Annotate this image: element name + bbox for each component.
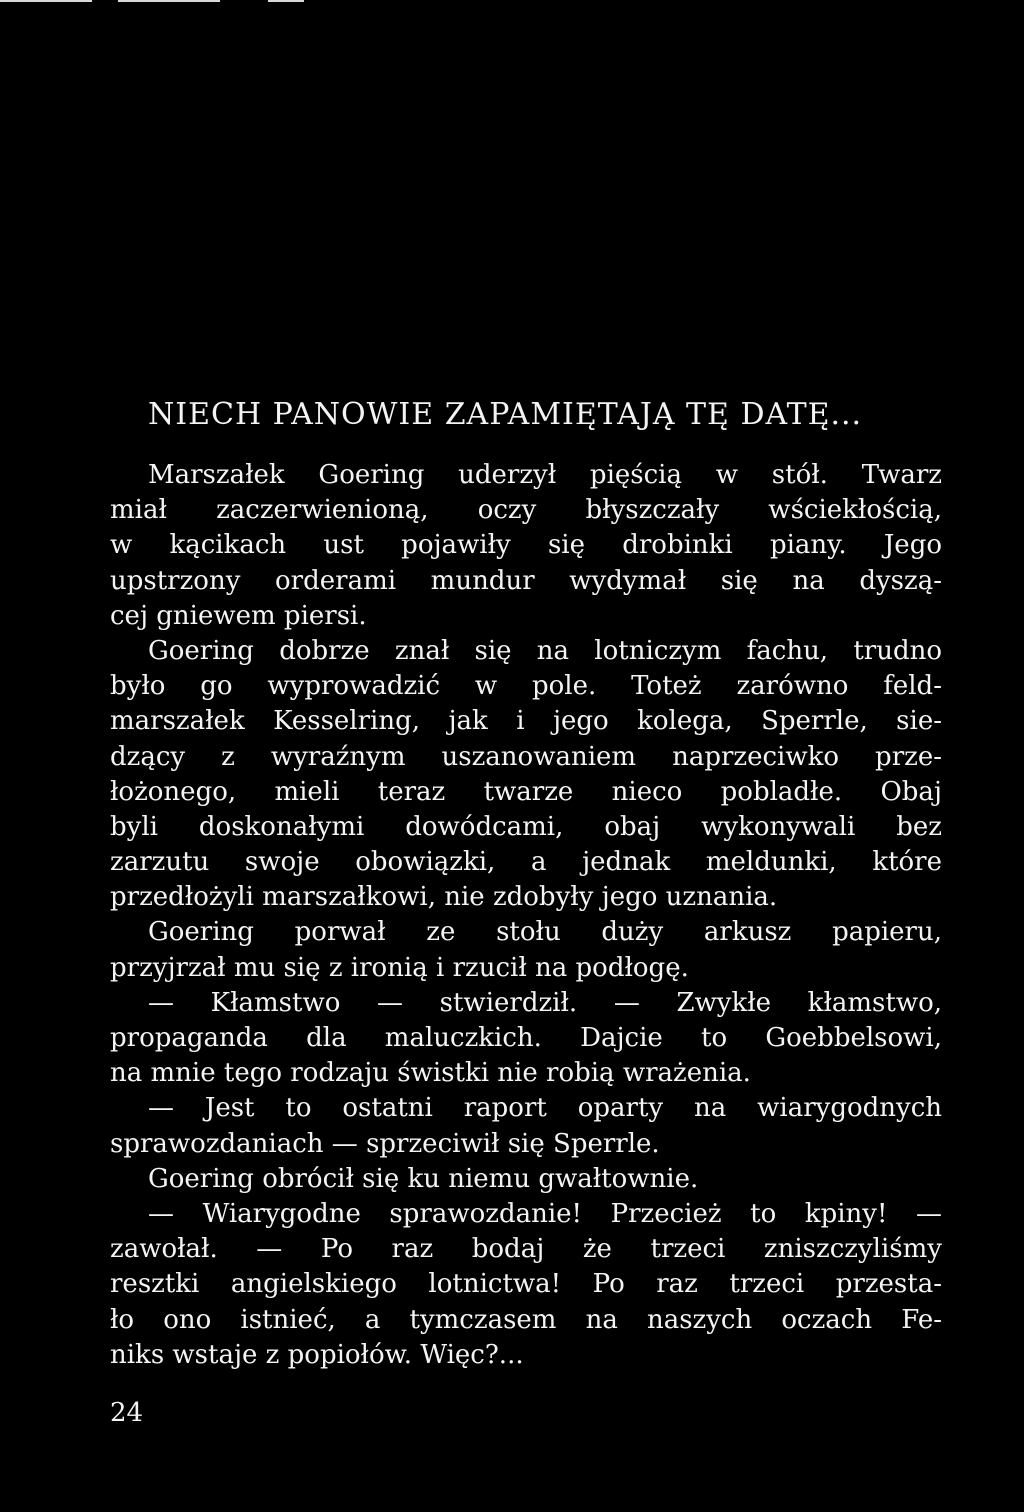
text-line: sprawozdaniach — sprzeciwił się Sperrle.	[110, 1128, 660, 1159]
text-line: przyjrzał mu się z ironią i rzucił na podłogę.	[110, 952, 689, 983]
text-line: było go wyprowadzić w pole. Toteż zarówno feld-	[110, 671, 942, 702]
page-number: 24	[110, 1398, 144, 1428]
text-line: Goering porwał ze stołu duży arkusz papieru,	[148, 917, 942, 948]
body-text	[110, 458, 942, 1373]
top-edge-mark	[268, 0, 304, 2]
text-line: propaganda dla maluczkich. Dajcie to Goebbelsowi,	[110, 1023, 942, 1053]
text-line: ło ono istnieć, a tymczasem na naszych oczach Fe-	[110, 1304, 942, 1335]
top-edge-mark	[0, 0, 92, 2]
text-line: marszałek Kesselring, jak i jego kolega, Sperrle, sie-	[110, 706, 942, 737]
chapter-title: NIECH PANOWIE ZAPAMIĘTAJĄ TĘ DATĘ...	[148, 397, 863, 432]
text-line: w kącikach ust pojawiły się drobinki piany. Jego	[110, 530, 942, 561]
text-line: Marszałek Goering uderzył pięścią w stół. Twarz	[148, 460, 942, 490]
text-line: — Kłamstwo — stwierdził. — Zwykłe kłamstwo,	[148, 987, 942, 1018]
text-line: na mnie tego rodzaju świstki nie robią wrażenia.	[110, 1058, 751, 1089]
text-line: — Wiarygodne sprawozdanie! Przecież to kpiny! —	[148, 1198, 942, 1229]
text-line: resztki angielskiego lotnictwa! Po raz trzeci przesta-	[110, 1269, 942, 1300]
text-line: dzący z wyraźnym uszanowaniem naprzeciwko prze-	[110, 741, 942, 772]
text-line: przedłożyli marszałkowi, nie zdobyły jego uznania.	[110, 882, 778, 913]
text-line: niks wstaje z popiołów. Więc?...	[110, 1339, 524, 1370]
text-line: Goering dobrze znał się na lotniczym fachu, trudno	[148, 635, 942, 666]
text-line: cej gniewem piersi.	[110, 600, 367, 631]
text-line: — Jest to ostatni raport oparty na wiarygodnych	[148, 1093, 942, 1124]
text-line: Goering obrócił się ku niemu gwałtownie.	[148, 1163, 699, 1194]
text-line: miał zaczerwienioną, oczy błyszczały wściekłością,	[110, 495, 942, 526]
text-line: byli doskonałymi dowódcami, obaj wykonywali bez	[110, 811, 942, 842]
text-line: zarzutu swoje obowiązki, a jednak meldunki, które	[110, 847, 942, 878]
top-edge-mark	[118, 0, 220, 2]
text-line: upstrzony orderami mundur wydymał się na dyszą-	[110, 565, 942, 596]
text-line: zawołał. — Po raz bodaj że trzeci zniszczyliśmy	[110, 1234, 942, 1265]
text-line: łożonego, mieli teraz twarze nieco pobladłe. Obaj	[110, 776, 942, 807]
